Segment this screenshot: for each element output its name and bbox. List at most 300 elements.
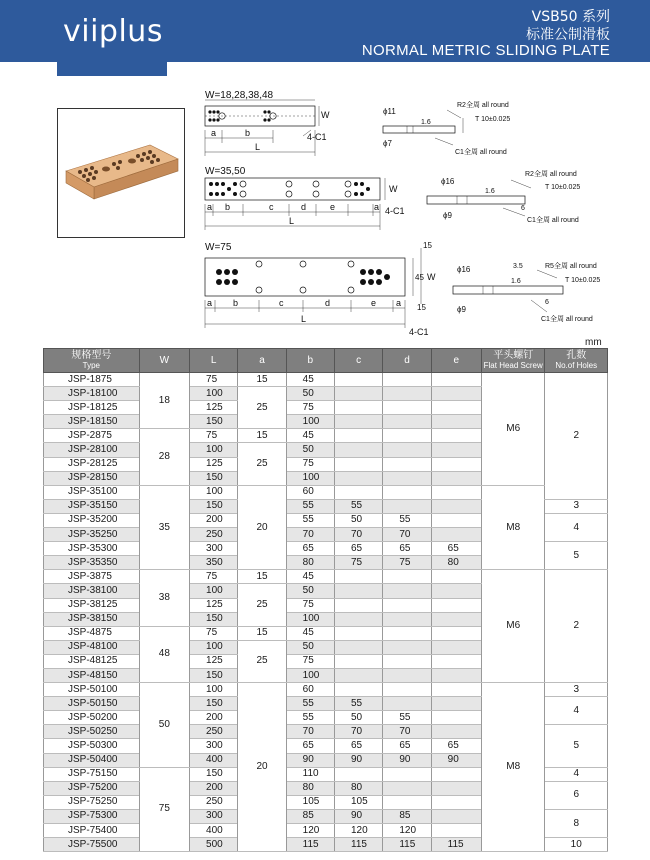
cell-c: [335, 654, 383, 668]
cell-holes: 3: [545, 499, 608, 513]
col-header-a: a: [238, 349, 286, 373]
cell-l: 100: [190, 387, 238, 401]
d3-45-dim: 45: [415, 273, 424, 282]
cell-screw: M6: [482, 373, 545, 486]
cell-a: 25: [238, 387, 286, 429]
cell-c: [335, 668, 383, 682]
cell-holes: 4: [545, 767, 608, 781]
cell-b: 50: [286, 640, 334, 654]
cell-l: 125: [190, 457, 238, 471]
d3-d-dim: d: [325, 298, 331, 308]
cell-d: 115: [383, 838, 431, 852]
cell-c: [335, 767, 383, 781]
cell-c: 50: [335, 711, 383, 725]
cell-l: 75: [190, 429, 238, 443]
cell-type: JSP-50200: [44, 711, 140, 725]
d1-b-dim: b: [245, 128, 251, 138]
table-row: [44, 485, 608, 499]
cell-l: 75: [190, 626, 238, 640]
cell-d: [383, 570, 431, 584]
d2-a-dim: a: [207, 202, 213, 212]
cell-c: 115: [335, 838, 383, 852]
cell-e: [431, 683, 481, 697]
cell-a: 20: [238, 485, 286, 570]
cell-l: 100: [190, 485, 238, 499]
cell-d: [383, 668, 431, 682]
cell-type: JSP-35300: [44, 542, 140, 556]
col-header-type: 规格型号 Type: [44, 349, 140, 373]
cell-c: 70: [335, 528, 383, 542]
cell-type: JSP-75500: [44, 838, 140, 852]
cell-b: 70: [286, 725, 334, 739]
cell-c: 55: [335, 697, 383, 711]
d3-hole1: ϕ16: [457, 265, 471, 274]
d1-radius: R2全周 all round: [457, 102, 509, 109]
cell-b: 90: [286, 753, 334, 767]
cell-holes: 5: [545, 725, 608, 767]
cell-c: [335, 584, 383, 598]
cell-holes: 4: [545, 697, 608, 725]
cell-e: [431, 401, 481, 415]
d3-35-dim: 3.5: [513, 263, 523, 270]
cell-type: JSP-18125: [44, 401, 140, 415]
cell-c: [335, 485, 383, 499]
cell-e: [431, 513, 481, 527]
d3-chamfer: 4-C1: [409, 327, 429, 337]
cell-w: 50: [139, 683, 189, 768]
d2-w-dim: W: [389, 184, 398, 194]
cell-type: JSP-50150: [44, 697, 140, 711]
cell-b: 50: [286, 443, 334, 457]
d3-15a-dim: 15: [423, 241, 432, 250]
cell-b: 80: [286, 781, 334, 795]
cell-type: JSP-3875: [44, 570, 140, 584]
cell-b: 110: [286, 767, 334, 781]
cell-b: 45: [286, 570, 334, 584]
cell-c: 75: [335, 556, 383, 570]
cell-a: 15: [238, 373, 286, 387]
cell-l: 100: [190, 443, 238, 457]
cell-d: [383, 443, 431, 457]
cell-l: 100: [190, 584, 238, 598]
cell-e: [431, 809, 481, 823]
d3-15b-dim: 15: [417, 303, 426, 312]
cell-l: 300: [190, 739, 238, 753]
d2-c1: C1全周 all round: [527, 217, 579, 224]
d2-radius: R2全周 all round: [525, 171, 577, 178]
cell-e: [431, 668, 481, 682]
cell-c: [335, 683, 383, 697]
d2-e-dim: e: [330, 202, 336, 212]
d3-thickness: T 10±0.025: [565, 277, 601, 284]
cell-d: [383, 626, 431, 640]
d3-a2-dim: a: [396, 298, 402, 308]
cell-d: [383, 485, 431, 499]
d1-chamfer: 4-C1: [307, 132, 327, 142]
cell-e: 90: [431, 753, 481, 767]
cell-type: JSP-75400: [44, 824, 140, 838]
cell-l: 200: [190, 711, 238, 725]
cell-e: [431, 824, 481, 838]
d3-b-dim: b: [233, 298, 239, 308]
cell-l: 150: [190, 612, 238, 626]
cell-e: [431, 415, 481, 429]
d2-hole2: ϕ9: [443, 211, 452, 220]
cell-b: 55: [286, 711, 334, 725]
cell-l: 150: [190, 499, 238, 513]
cell-l: 400: [190, 824, 238, 838]
cell-l: 150: [190, 668, 238, 682]
cell-w: 28: [139, 429, 189, 485]
cell-d: [383, 584, 431, 598]
cell-b: 100: [286, 415, 334, 429]
page-header: [0, 0, 650, 70]
d2-thickness: T 10±0.025: [545, 184, 581, 191]
cell-w: 35: [139, 485, 189, 570]
cell-c: [335, 429, 383, 443]
d1-thickness: T 10±0.025: [475, 116, 511, 123]
cell-a: 25: [238, 443, 286, 485]
cell-type: JSP-35350: [44, 556, 140, 570]
d2-c-dim: c: [269, 202, 274, 212]
cell-b: 45: [286, 626, 334, 640]
d3-a-dim: a: [207, 298, 213, 308]
cell-b: 120: [286, 824, 334, 838]
cell-b: 65: [286, 739, 334, 753]
d2-l-dim: L: [289, 216, 295, 226]
d1-hole2: ϕ7: [383, 139, 392, 148]
cell-e: [431, 640, 481, 654]
cell-d: [383, 612, 431, 626]
table-header-row: [44, 349, 608, 373]
cell-l: 500: [190, 838, 238, 852]
cell-e: [431, 528, 481, 542]
d1-w-dim: W: [321, 110, 330, 120]
cell-e: [431, 612, 481, 626]
cell-d: 55: [383, 513, 431, 527]
col-header-screw: 平头螺钉 Flat Head Screw: [482, 349, 545, 373]
cell-b: 75: [286, 654, 334, 668]
cell-e: [431, 485, 481, 499]
cell-l: 200: [190, 781, 238, 795]
cell-holes: 8: [545, 809, 608, 837]
page-title-cn: 标准公制滑板: [526, 27, 610, 43]
cell-b: 80: [286, 556, 334, 570]
cell-c: 70: [335, 725, 383, 739]
cell-e: [431, 429, 481, 443]
d2-six: 6: [521, 205, 525, 212]
cell-l: 200: [190, 513, 238, 527]
cell-c: [335, 401, 383, 415]
cell-d: 120: [383, 824, 431, 838]
cell-l: 250: [190, 795, 238, 809]
cell-e: [431, 387, 481, 401]
cell-l: 250: [190, 528, 238, 542]
cell-holes: 10: [545, 838, 608, 852]
cell-e: [431, 457, 481, 471]
col-header-l: L: [190, 349, 238, 373]
cell-c: [335, 415, 383, 429]
cell-e: [431, 598, 481, 612]
cell-l: 300: [190, 809, 238, 823]
cell-d: [383, 654, 431, 668]
cell-l: 125: [190, 401, 238, 415]
spec-table-body: [44, 373, 608, 852]
d1-c1: C1全周 all round: [455, 149, 507, 156]
cell-type: JSP-18100: [44, 387, 140, 401]
cell-e: [431, 499, 481, 513]
cell-b: 50: [286, 387, 334, 401]
cell-b: 60: [286, 683, 334, 697]
cell-b: 115: [286, 838, 334, 852]
cell-b: 100: [286, 612, 334, 626]
cell-e: [431, 781, 481, 795]
product-photo: [57, 108, 185, 238]
cell-holes: 5: [545, 542, 608, 570]
d3-h-dim: 1.6: [511, 278, 521, 285]
cell-a: 25: [238, 584, 286, 626]
cell-type: JSP-35100: [44, 485, 140, 499]
cell-e: [431, 626, 481, 640]
cell-e: [431, 767, 481, 781]
cell-e: 115: [431, 838, 481, 852]
cell-a: 20: [238, 683, 286, 852]
cell-holes: 4: [545, 513, 608, 541]
cell-holes: 2: [545, 570, 608, 683]
cell-b: 70: [286, 528, 334, 542]
cell-holes: 3: [545, 683, 608, 697]
cell-type: JSP-38100: [44, 584, 140, 598]
cell-type: JSP-1875: [44, 373, 140, 387]
cell-b: 50: [286, 584, 334, 598]
cell-type: JSP-48100: [44, 640, 140, 654]
cell-holes: 2: [545, 373, 608, 500]
d2-h-dim: 1.6: [485, 188, 495, 195]
plate-outline-w35: [205, 178, 380, 200]
cell-d: [383, 429, 431, 443]
d2-d-dim: d: [301, 202, 307, 212]
cell-l: 100: [190, 683, 238, 697]
d3-width-label: W=75: [205, 242, 232, 253]
cell-d: [383, 795, 431, 809]
d2-a2-dim: a: [374, 202, 380, 212]
cell-d: 65: [383, 542, 431, 556]
cell-e: 80: [431, 556, 481, 570]
cell-type: JSP-75150: [44, 767, 140, 781]
cell-e: [431, 654, 481, 668]
cell-type: JSP-75250: [44, 795, 140, 809]
cell-e: [431, 584, 481, 598]
cell-a: 25: [238, 640, 286, 682]
table-row: [44, 570, 608, 584]
d3-e-dim: e: [371, 298, 377, 308]
cell-c: [335, 640, 383, 654]
cell-l: 300: [190, 542, 238, 556]
cell-a: 15: [238, 429, 286, 443]
table-row: [44, 373, 608, 387]
col-header-d: d: [383, 349, 431, 373]
cell-d: [383, 373, 431, 387]
cell-holes: 6: [545, 781, 608, 809]
d3-radius: R5全周 all round: [545, 263, 597, 270]
cell-e: [431, 471, 481, 485]
d1-h-dim: 1.6: [421, 119, 431, 126]
cell-c: [335, 598, 383, 612]
cell-c: 90: [335, 809, 383, 823]
cell-l: 125: [190, 654, 238, 668]
cell-l: 400: [190, 753, 238, 767]
cell-type: JSP-38150: [44, 612, 140, 626]
cell-c: [335, 457, 383, 471]
cell-type: JSP-28125: [44, 457, 140, 471]
d3-hole2: ϕ9: [457, 305, 466, 314]
cell-type: JSP-50250: [44, 725, 140, 739]
cell-d: 70: [383, 725, 431, 739]
cell-c: [335, 373, 383, 387]
cell-d: 90: [383, 753, 431, 767]
d3-c-dim: c: [279, 298, 284, 308]
cell-type: JSP-50300: [44, 739, 140, 753]
cell-b: 55: [286, 513, 334, 527]
d2-hole1: ϕ16: [441, 177, 455, 186]
d2-b-dim: b: [225, 202, 231, 212]
cell-l: 150: [190, 767, 238, 781]
cell-b: 85: [286, 809, 334, 823]
cell-a: 15: [238, 626, 286, 640]
cell-b: 65: [286, 542, 334, 556]
cell-c: [335, 612, 383, 626]
cell-b: 55: [286, 697, 334, 711]
col-header-w: W: [139, 349, 189, 373]
cell-e: 65: [431, 739, 481, 753]
cell-type: JSP-48150: [44, 668, 140, 682]
cell-d: [383, 415, 431, 429]
cell-l: 150: [190, 415, 238, 429]
cell-d: [383, 781, 431, 795]
cell-d: [383, 499, 431, 513]
d1-a-dim: a: [211, 128, 217, 138]
cell-c: 80: [335, 781, 383, 795]
d3-l-dim: L: [301, 314, 307, 324]
cell-c: [335, 443, 383, 457]
cell-d: [383, 387, 431, 401]
d3-six: 6: [545, 299, 549, 306]
cell-type: JSP-75200: [44, 781, 140, 795]
cell-l: 100: [190, 640, 238, 654]
cell-b: 100: [286, 668, 334, 682]
cell-type: JSP-4875: [44, 626, 140, 640]
d1-hole1: ϕ11: [383, 107, 396, 116]
cell-e: [431, 711, 481, 725]
cell-e: [431, 373, 481, 387]
cell-screw: M8: [482, 485, 545, 570]
cell-screw: M8: [482, 683, 545, 852]
cell-e: [431, 443, 481, 457]
cell-e: [431, 570, 481, 584]
cell-l: 150: [190, 697, 238, 711]
cell-e: [431, 697, 481, 711]
cell-d: 65: [383, 739, 431, 753]
cell-b: 75: [286, 598, 334, 612]
technical-drawings: [185, 88, 625, 338]
cell-screw: M6: [482, 570, 545, 683]
cell-c: 90: [335, 753, 383, 767]
cell-type: JSP-35150: [44, 499, 140, 513]
d2-chamfer: 4-C1: [385, 206, 405, 216]
cell-type: JSP-75300: [44, 809, 140, 823]
cell-b: 75: [286, 401, 334, 415]
cell-c: 55: [335, 499, 383, 513]
cell-e: [431, 725, 481, 739]
cell-d: 70: [383, 528, 431, 542]
cell-type: JSP-50400: [44, 753, 140, 767]
cell-c: 65: [335, 739, 383, 753]
cell-b: 75: [286, 457, 334, 471]
unit-label: mm: [585, 337, 602, 348]
cell-type: JSP-38125: [44, 598, 140, 612]
cell-l: 75: [190, 570, 238, 584]
cell-w: 75: [139, 767, 189, 852]
cell-d: [383, 401, 431, 415]
cell-b: 45: [286, 373, 334, 387]
cell-c: [335, 387, 383, 401]
cell-w: 38: [139, 570, 189, 626]
cell-type: JSP-48125: [44, 654, 140, 668]
cell-type: JSP-18150: [44, 415, 140, 429]
cell-e: 65: [431, 542, 481, 556]
cell-d: [383, 457, 431, 471]
spec-table: [43, 348, 608, 852]
cell-type: JSP-28100: [44, 443, 140, 457]
d3-c1: C1全周 all round: [541, 316, 593, 323]
cell-b: 45: [286, 429, 334, 443]
cell-d: [383, 697, 431, 711]
cell-c: 50: [335, 513, 383, 527]
page-title-en: NORMAL METRIC SLIDING PLATE: [361, 42, 610, 59]
col-header-b: b: [286, 349, 334, 373]
cell-w: 18: [139, 373, 189, 429]
d3-w-dim: W: [427, 272, 436, 282]
cell-d: [383, 471, 431, 485]
cell-type: JSP-35250: [44, 528, 140, 542]
cell-l: 250: [190, 725, 238, 739]
brand-logo: viiplus: [63, 14, 163, 49]
d2-width-label: W=35,50: [205, 166, 246, 177]
cell-b: 105: [286, 795, 334, 809]
cell-type: JSP-28150: [44, 471, 140, 485]
plate-outline-w75: [205, 258, 405, 296]
d1-l-dim: L: [255, 142, 261, 152]
cell-d: [383, 767, 431, 781]
col-header-e: e: [431, 349, 481, 373]
cell-c: 105: [335, 795, 383, 809]
cell-type: JSP-50100: [44, 683, 140, 697]
table-row: [44, 683, 608, 697]
cell-d: 55: [383, 711, 431, 725]
cell-a: 15: [238, 570, 286, 584]
cell-c: 120: [335, 824, 383, 838]
cell-b: 60: [286, 485, 334, 499]
cell-l: 150: [190, 471, 238, 485]
cell-d: [383, 683, 431, 697]
cell-l: 75: [190, 373, 238, 387]
cell-l: 350: [190, 556, 238, 570]
sliding-plate-photo-illustration: [58, 109, 186, 239]
cell-d: 75: [383, 556, 431, 570]
cell-type: JSP-2875: [44, 429, 140, 443]
cell-d: 85: [383, 809, 431, 823]
cell-w: 48: [139, 626, 189, 682]
